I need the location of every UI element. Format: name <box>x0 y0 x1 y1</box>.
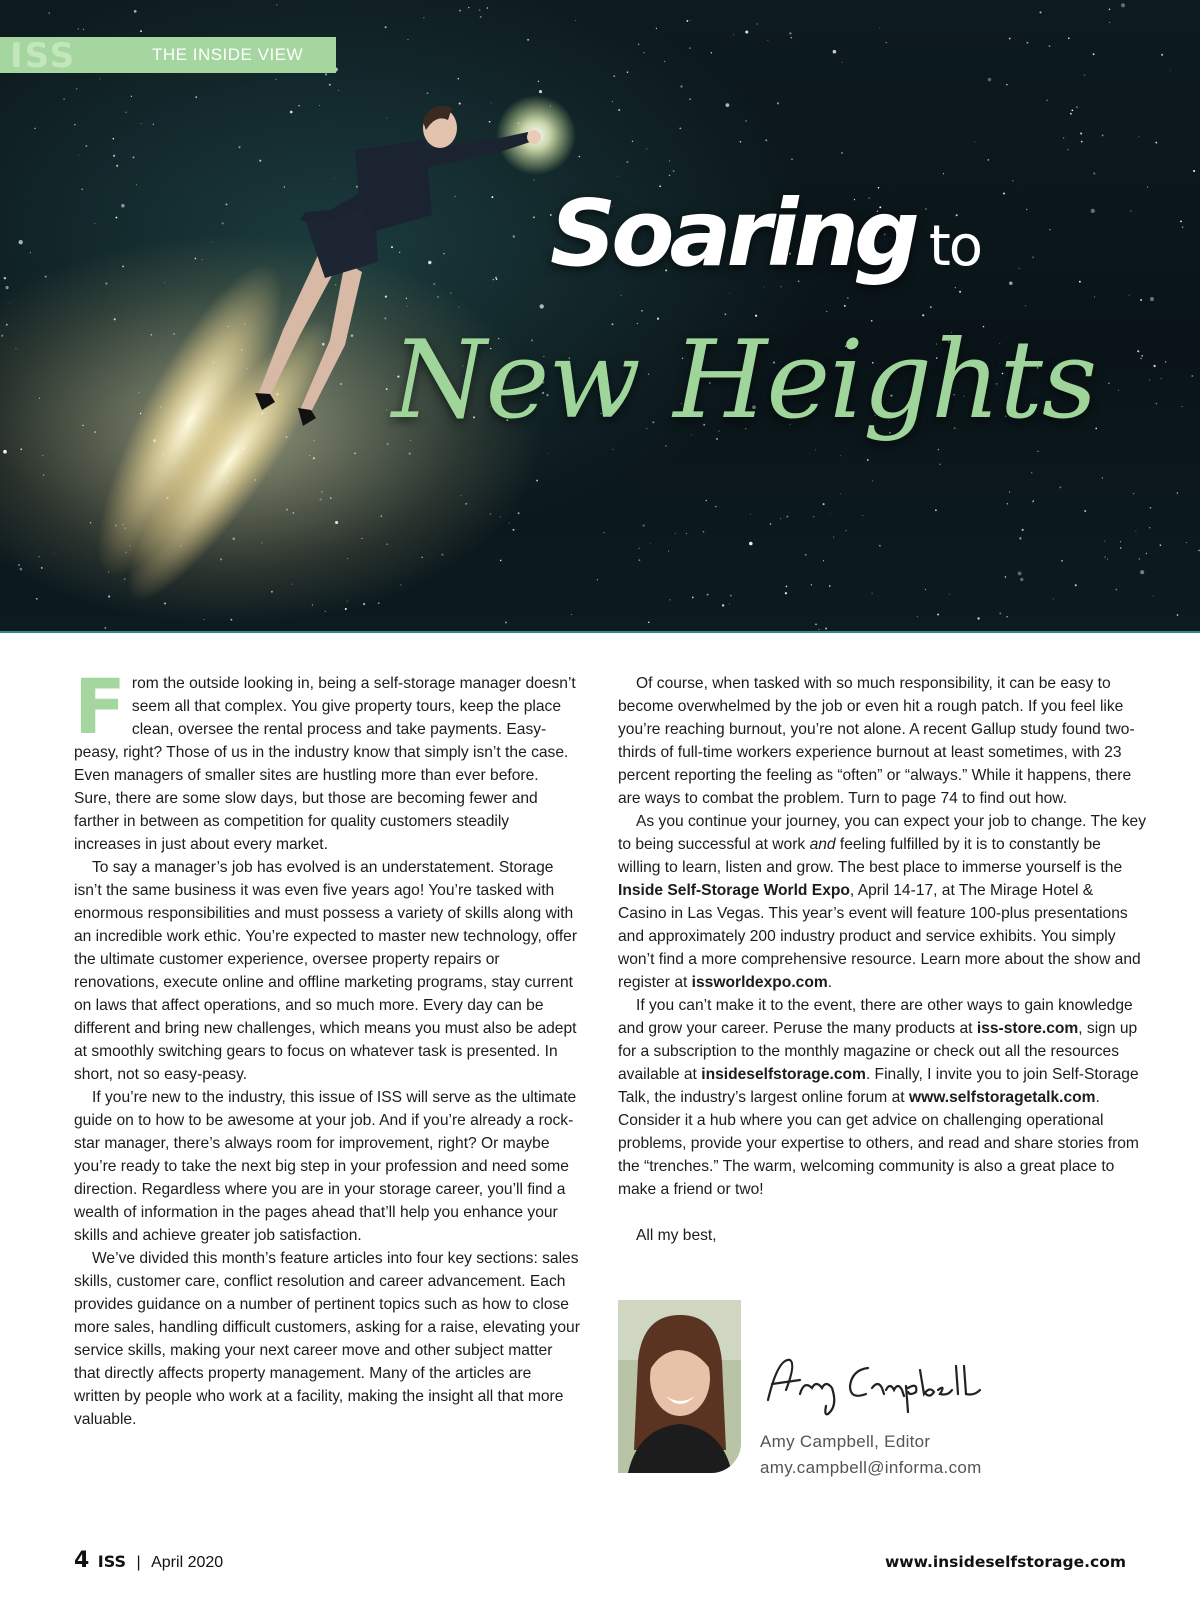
article-paragraph-1: From the outside looking in, being a self-storage manager doesn’t seem all that complex. You give property tours, keep the place clean, oversee the rental process and take payments. Easy-peasy, right? Those of us in the industry know that simply isn’t the case. Even managers of smaller sites are hustling more than ever before. Sure, there are some slow days, but those are becoming fewer and farther in between as competition for quality customers steadily increases in just about every market. <box>74 662 576 853</box>
headline-line-2: New Heights <box>392 318 1097 443</box>
drop-cap: F <box>74 662 126 751</box>
author-signature <box>760 1350 1000 1420</box>
signoff: All my best, <box>636 1227 717 1244</box>
section-tag-logo: ISS <box>10 36 77 76</box>
footer-separator: | <box>136 1554 141 1571</box>
article-column-right <box>618 672 1146 1247</box>
flying-woman-illustration <box>0 0 1200 633</box>
expo-link[interactable]: issworldexpo.com <box>691 974 828 991</box>
forum-link[interactable]: www.selfstoragetalk.com <box>908 1089 1096 1106</box>
article-column-left <box>74 662 580 1431</box>
article-paragraph-5: Of course, when tasked with so much responsibility, it can be easy to become overwhelmed by the job or even hit a rough patch. If you feel like you’re reaching burnout, you’re not alone. A recent Gallup study found two-thirds of full-time workers experience burnout at least sometimes, with 23 percent reporting the feeling as “often” or “always.” While it happens, there are ways to combat the problem. Turn to page 74 to find out how. <box>618 675 1135 807</box>
headline-to: to <box>928 214 982 279</box>
section-tag <box>0 36 336 76</box>
footer-folio <box>74 1548 223 1573</box>
article-paragraph-3: If you’re new to the industry, this issue of ISS will serve as the ultimate guide on to how to be awesome at your job. And if you’re already a rock-star manager, there’s always room for improvement, right? Or maybe you’re ready to take the next big step in your profession and need some direction. Regardless where you are in your storage career, you’ll find a wealth of information in the pages ahead that’ll help you enhance your skills and achieve greater job satisfaction. <box>74 1089 577 1244</box>
headline-soaring: Soaring <box>550 180 915 287</box>
expo-name: Inside Self-Storage World Expo <box>618 882 850 899</box>
article-paragraph-4: We’ve divided this month’s feature articles into four key sections: sales skills, customer care, conflict resolution and career advancement. Each provides guidance on a number of pertinent topics such as how to close more sales, handling difficult customers, asking for a raise, elevating your service skills, making your next career move and other subject matter that directly affects property management. Many of the articles are written by people who work at a facility, making the insight all that more valuable. <box>74 1250 580 1428</box>
headline-line-1 <box>550 180 981 290</box>
article-paragraph-2: To say a manager’s job has evolved is an understatement. Storage isn’t the same business it was even five years ago! You’re tasked with enormous responsibilities and must possess a variety of skills along with an incredible work ethic. You’re expected to master new technology, offer the ultimate customer experience, oversee property repairs or renovations, execute online and offline marketing programs, stay current on laws that affect operations, and so much more. Every day can be different and bring new challenges, which means you must also be adept at smoothly switching gears to focus on whatever task is presented. In short, not so easy-peasy. <box>74 859 578 1083</box>
author-email[interactable]: amy.campbell@informa.com <box>760 1458 982 1477</box>
store-link[interactable]: iss-store.com <box>976 1020 1079 1037</box>
author-name: Amy Campbell, Editor <box>760 1432 931 1451</box>
site-link[interactable]: insideselfstorage.com <box>701 1066 866 1083</box>
footer-website[interactable]: www.insideselfstorage.com <box>884 1553 1126 1571</box>
author-portrait <box>618 1300 741 1473</box>
article-paragraph-7: If you can’t make it to the event, there are other ways to gain knowledge and grow your career. Peruse the many products at iss-store.com, sign up for a subscription to the monthly magazine or check out all the resources available at insideselfstorage.com. Finally, I invite you to join Self-Storage Talk, the industry’s largest online forum at www.selfstoragetalk.com. Consider it a hub where you can get advice on challenging operational problems, provide your expertise to others, and read and share stories from the “trenches.” The warm, welcoming community is also a great place to make a friend or two! <box>618 997 1139 1198</box>
page-number: 4 <box>74 1548 90 1573</box>
hero-bottom-rule <box>0 631 1200 633</box>
article-paragraph-6: As you continue your journey, you can expect your job to change. The key to being successful at work and feeling fulfilled by it is to constantly be willing to learn, listen and grow. The best place to immerse yourself is the Inside Self-Storage World Expo, April 14-17, at The Mirage Hotel & Casino in Las Vegas. This year’s event will feature 100-plus presentations and approximately 200 industry product and service exhibits. You simply won’t find a more comprehensive resource. Learn more about the show and register at issworldexpo.com. <box>618 813 1146 991</box>
issue-date: April 2020 <box>151 1554 224 1571</box>
section-tag-label: THE INSIDE VIEW <box>152 45 304 64</box>
hero-image <box>0 0 1200 633</box>
publication-name: ISS <box>97 1552 127 1571</box>
